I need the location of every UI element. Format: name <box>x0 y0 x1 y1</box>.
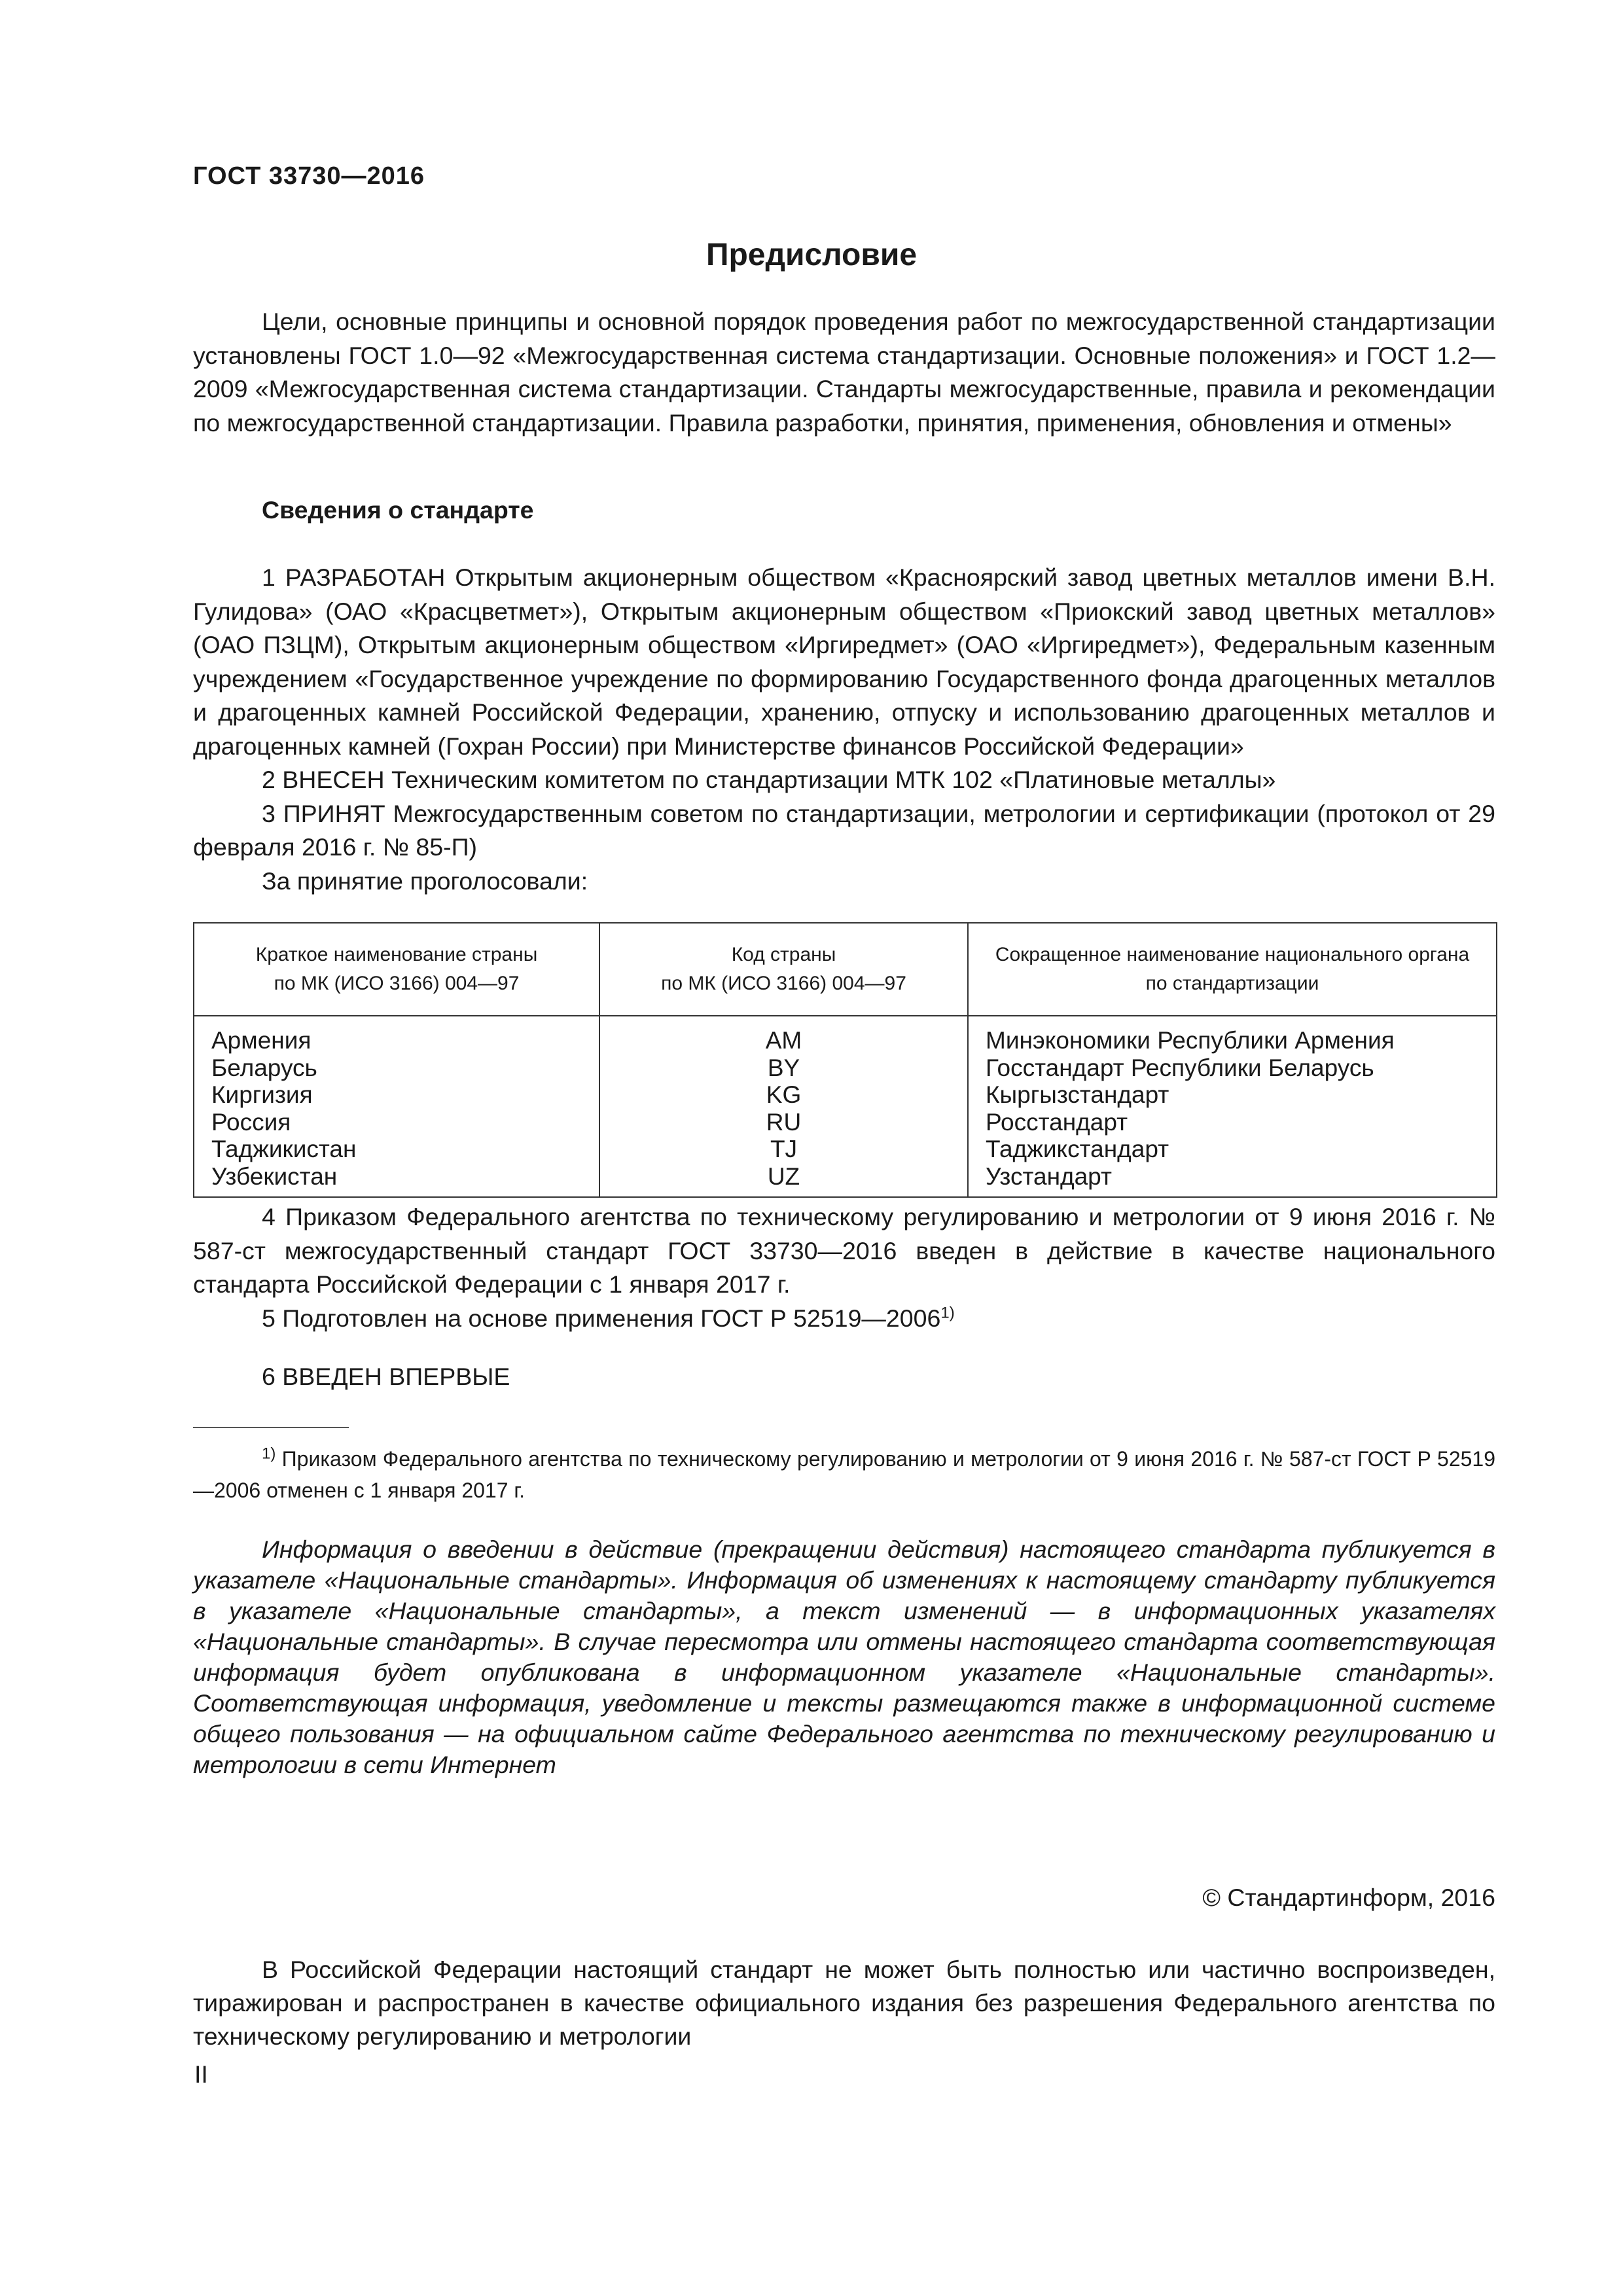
table-row <box>194 1054 1497 1082</box>
item-prepared-text: 5 Подготовлен на основе применения ГОСТ Р 52519—2006 <box>262 1304 941 1332</box>
table-row <box>194 1136 1497 1163</box>
cell-body: Минэкономики Республики Армения <box>968 1016 1497 1054</box>
page-title: Предисловие <box>705 238 918 272</box>
header-country-code <box>599 923 968 1016</box>
header-country-name <box>194 923 599 1016</box>
info-notice <box>193 1534 1495 1780</box>
footnote-reference: 1) <box>940 1304 955 1321</box>
intro-paragraph: Цели, основные принципы и основной порядок проведения работ по межгосударственной стандартизации установлены ГОСТ 1.0—92 «Межгосударственная система стандартизации. Основные положения» и ГОСТ 1.2—2009 «Межгосударственная система стандартизации. Стандарты межгосударственные, правила и рекомендации по межгосударственной стандартизации. Правила разработки, принятия, применения, обновления и отмены» <box>193 308 1495 437</box>
table-row <box>194 1163 1497 1198</box>
standard-info-heading: Сведения о стандарте <box>262 496 534 524</box>
cell-body: Кыргызстандарт <box>968 1081 1497 1109</box>
cell-code: UZ <box>599 1163 968 1198</box>
cell-country: Таджикистан <box>194 1136 599 1163</box>
standard-code-header: ГОСТ 33730—2016 <box>193 162 425 190</box>
header-code-line2: по МК (ИСО 3166) 004—97 <box>661 973 906 994</box>
voting-table <box>193 922 1497 1198</box>
first-edition-section <box>193 1360 1495 1394</box>
item-prepared <box>193 1302 1495 1336</box>
item-order: 4 Приказом Федерального агентства по техническому регулированию и метрологии от 9 июня 2016 г. № 587-ст межгосударственный стандарт ГОСТ 33730—2016 введен в действие в качестве национального стандарта Российской Федерации с 1 января 2017 г. <box>193 1203 1495 1298</box>
standard-info-items <box>193 561 1495 898</box>
reproduction-notice-paragraph: В Российской Федерации настоящий стандарт не может быть полностью или частично воспроизведен, тиражирован и распространен в качестве официального издания без разрешения Федерального агентства по техническому регулированию и метрологии <box>193 1956 1495 2050</box>
header-body-line1: Сокращенное наименование национального органа <box>995 944 1470 965</box>
footnote-divider <box>193 1427 349 1428</box>
cell-country: Беларусь <box>194 1054 599 1082</box>
cell-code: KG <box>599 1081 968 1109</box>
item-developed: 1 РАЗРАБОТАН Открытым акционерным обществом «Красноярский завод цветных металлов имени В.Н. Гулидова» (ОАО «Красцветмет»), Открытым акционерным обществом «Приокский завод цветных металлов» (ОАО ПЗЦМ), Открытым акционерным обществом «Иргиредмет» (ОАО «Иргиредмет»), Федеральным казенным учреждением «Государственное учреждение по формированию Государственного фонда драгоценных металлов и драгоценных камней Российской Федерации, хранению, отпуску и использованию драгоценных металлов и драгоценных камней (Гохран России) при Министерстве финансов Российской Федерации» <box>193 564 1495 760</box>
cell-body: Госстандарт Республики Беларусь <box>968 1054 1497 1082</box>
item-adopted: 3 ПРИНЯТ Межгосударственным советом по стандартизации, метрологии и сертификации (протокол от 29 февраля 2016 г. № 85-П) <box>193 799 1495 861</box>
item-first-edition: 6 ВВЕДЕН ВПЕРВЫЕ <box>262 1363 510 1390</box>
header-country-line2: по МК (ИСО 3166) 004—97 <box>274 973 520 994</box>
header-code-line1: Код страны <box>731 944 836 965</box>
footnote <box>193 1443 1495 1506</box>
page-number: II <box>194 2060 208 2088</box>
cell-code: TJ <box>599 1136 968 1163</box>
table-row <box>194 1081 1497 1109</box>
enactment-items <box>193 1200 1495 1335</box>
header-national-body <box>968 923 1497 1016</box>
header-country-line1: Краткое наименование страны <box>255 944 538 965</box>
header-body-line2: по стандартизации <box>1145 973 1319 994</box>
table-row <box>194 1109 1497 1136</box>
cell-code: AM <box>599 1016 968 1054</box>
table-header-row <box>194 923 1497 1016</box>
reproduction-notice <box>193 1953 1495 2053</box>
cell-country: Киргизия <box>194 1081 599 1109</box>
item-introduced: 2 ВНЕСЕН Техническим комитетом по стандартизации МТК 102 «Платиновые металлы» <box>262 766 1276 793</box>
cell-body: Узстандарт <box>968 1163 1497 1198</box>
cell-country: Армения <box>194 1016 599 1054</box>
cell-code: RU <box>599 1109 968 1136</box>
table-row <box>194 1016 1497 1054</box>
intro-section <box>193 305 1495 440</box>
copyright-line: © Стандартинформ, 2016 <box>1202 1884 1495 1911</box>
footnote-mark: 1) <box>262 1444 276 1463</box>
info-notice-paragraph: Информация о введении в действие (прекращении действия) настоящего стандарта публикуется в указателе «Национальные стандарты». Информация об изменениях к настоящему стандарту публикуется в указателе «Национальные стандарты», а текст изменений — в информационных указателях «Национальные стандарты». В случае пересмотра или отмены настоящего стандарта соответствующая информация будет опубликована в информационном указателе «Национальные стандарты». Соответствующая информация, уведомление и тексты размещаются также в информационной системе общего пользования — на официальном сайте Федерального агентства по техническому регулированию и метрологии в сети Интернет <box>193 1535 1495 1778</box>
footnote-text: Приказом Федерального агентства по техническому регулированию и метрологии от 9 июня 2016 г. № 587-ст ГОСТ Р 52519—2006 отменен с 1 января 2017 г. <box>193 1447 1496 1502</box>
cell-country: Россия <box>194 1109 599 1136</box>
cell-code: BY <box>599 1054 968 1082</box>
cell-country: Узбекистан <box>194 1163 599 1198</box>
cell-body: Таджикстандарт <box>968 1136 1497 1163</box>
cell-body: Росстандарт <box>968 1109 1497 1136</box>
footnote-paragraph <box>193 1443 1495 1506</box>
item-voted-for: За принятие проголосовали: <box>262 867 588 895</box>
